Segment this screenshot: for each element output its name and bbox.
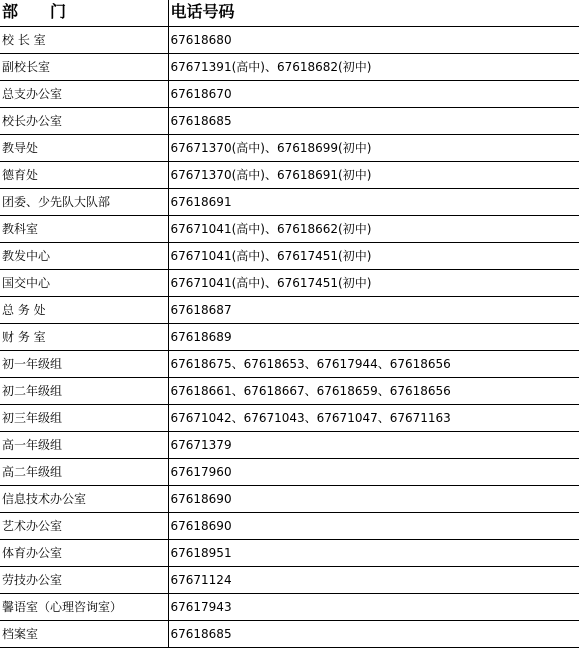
department-cell: 教导处: [0, 134, 168, 161]
table-row: [0, 593, 579, 620]
department-cell: 初一年级组: [0, 350, 168, 377]
table-row: [0, 323, 579, 350]
department-cell: 校长办公室: [0, 107, 168, 134]
phone-cell: 67618670: [168, 80, 579, 107]
department-cell: 初三年级组: [0, 404, 168, 431]
table-row: [0, 188, 579, 215]
phone-cell: 67671124: [168, 566, 579, 593]
department-cell: 高一年级组: [0, 431, 168, 458]
column-header-department: 部 门: [0, 0, 168, 26]
phone-cell: 67618661、67618667、67618659、67618656: [168, 377, 579, 404]
phone-cell: 67618690: [168, 512, 579, 539]
phone-cell: 67671041(高中)、67618662(初中): [168, 215, 579, 242]
department-cell: 副校长室: [0, 53, 168, 80]
table-row: [0, 458, 579, 485]
department-cell: 教科室: [0, 215, 168, 242]
phone-cell: 67618689: [168, 323, 579, 350]
phone-cell: 67618951: [168, 539, 579, 566]
phone-cell: 67618685: [168, 107, 579, 134]
header-row: [0, 0, 579, 26]
phone-cell: 67618690: [168, 485, 579, 512]
department-cell: 档案室: [0, 620, 168, 647]
table-row: [0, 539, 579, 566]
table-header: [0, 0, 579, 26]
phone-cell: 67618680: [168, 26, 579, 53]
phone-cell: 67617943: [168, 593, 579, 620]
department-cell: 德育处: [0, 161, 168, 188]
department-cell: 馨语室（心理咨询室）: [0, 593, 168, 620]
phone-cell: 67671041(高中)、67617451(初中): [168, 242, 579, 269]
department-cell: 信息技术办公室: [0, 485, 168, 512]
phone-cell: 67671041(高中)、67617451(初中): [168, 269, 579, 296]
table-row: [0, 485, 579, 512]
department-cell: 初二年级组: [0, 377, 168, 404]
department-cell: 总支办公室: [0, 80, 168, 107]
phone-cell: 67618687: [168, 296, 579, 323]
table-row: [0, 107, 579, 134]
department-cell: 高二年级组: [0, 458, 168, 485]
table-row: [0, 404, 579, 431]
table-row: [0, 161, 579, 188]
phone-cell: 67617960: [168, 458, 579, 485]
table-row: [0, 215, 579, 242]
table-row: [0, 134, 579, 161]
table-row: [0, 512, 579, 539]
phone-cell: 67618675、67618653、67617944、67618656: [168, 350, 579, 377]
phone-cell: 67671391(高中)、67618682(初中): [168, 53, 579, 80]
department-cell: 劳技办公室: [0, 566, 168, 593]
department-cell: 艺术办公室: [0, 512, 168, 539]
phone-cell: 67671042、67671043、67671047、67671163: [168, 404, 579, 431]
table-row: [0, 566, 579, 593]
department-cell: 总 务 处: [0, 296, 168, 323]
phone-cell: 67618685: [168, 620, 579, 647]
table-row: [0, 350, 579, 377]
table-row: [0, 269, 579, 296]
department-cell: 团委、少先队大队部: [0, 188, 168, 215]
table-row: [0, 296, 579, 323]
department-cell: 财 务 室: [0, 323, 168, 350]
department-cell: 体育办公室: [0, 539, 168, 566]
table-row: [0, 242, 579, 269]
table-row: [0, 80, 579, 107]
department-cell: 教发中心: [0, 242, 168, 269]
table-row: [0, 431, 579, 458]
column-header-phone: 电话号码: [168, 0, 579, 26]
table-row: [0, 26, 579, 53]
phone-cell: 67671370(高中)、67618699(初中): [168, 134, 579, 161]
department-cell: 国交中心: [0, 269, 168, 296]
phone-cell: 67671379: [168, 431, 579, 458]
table-body: [0, 26, 579, 647]
table-row: [0, 53, 579, 80]
table-row: [0, 620, 579, 647]
table-row: [0, 377, 579, 404]
phone-cell: 67671370(高中)、67618691(初中): [168, 161, 579, 188]
phone-cell: 67618691: [168, 188, 579, 215]
department-cell: 校 长 室: [0, 26, 168, 53]
